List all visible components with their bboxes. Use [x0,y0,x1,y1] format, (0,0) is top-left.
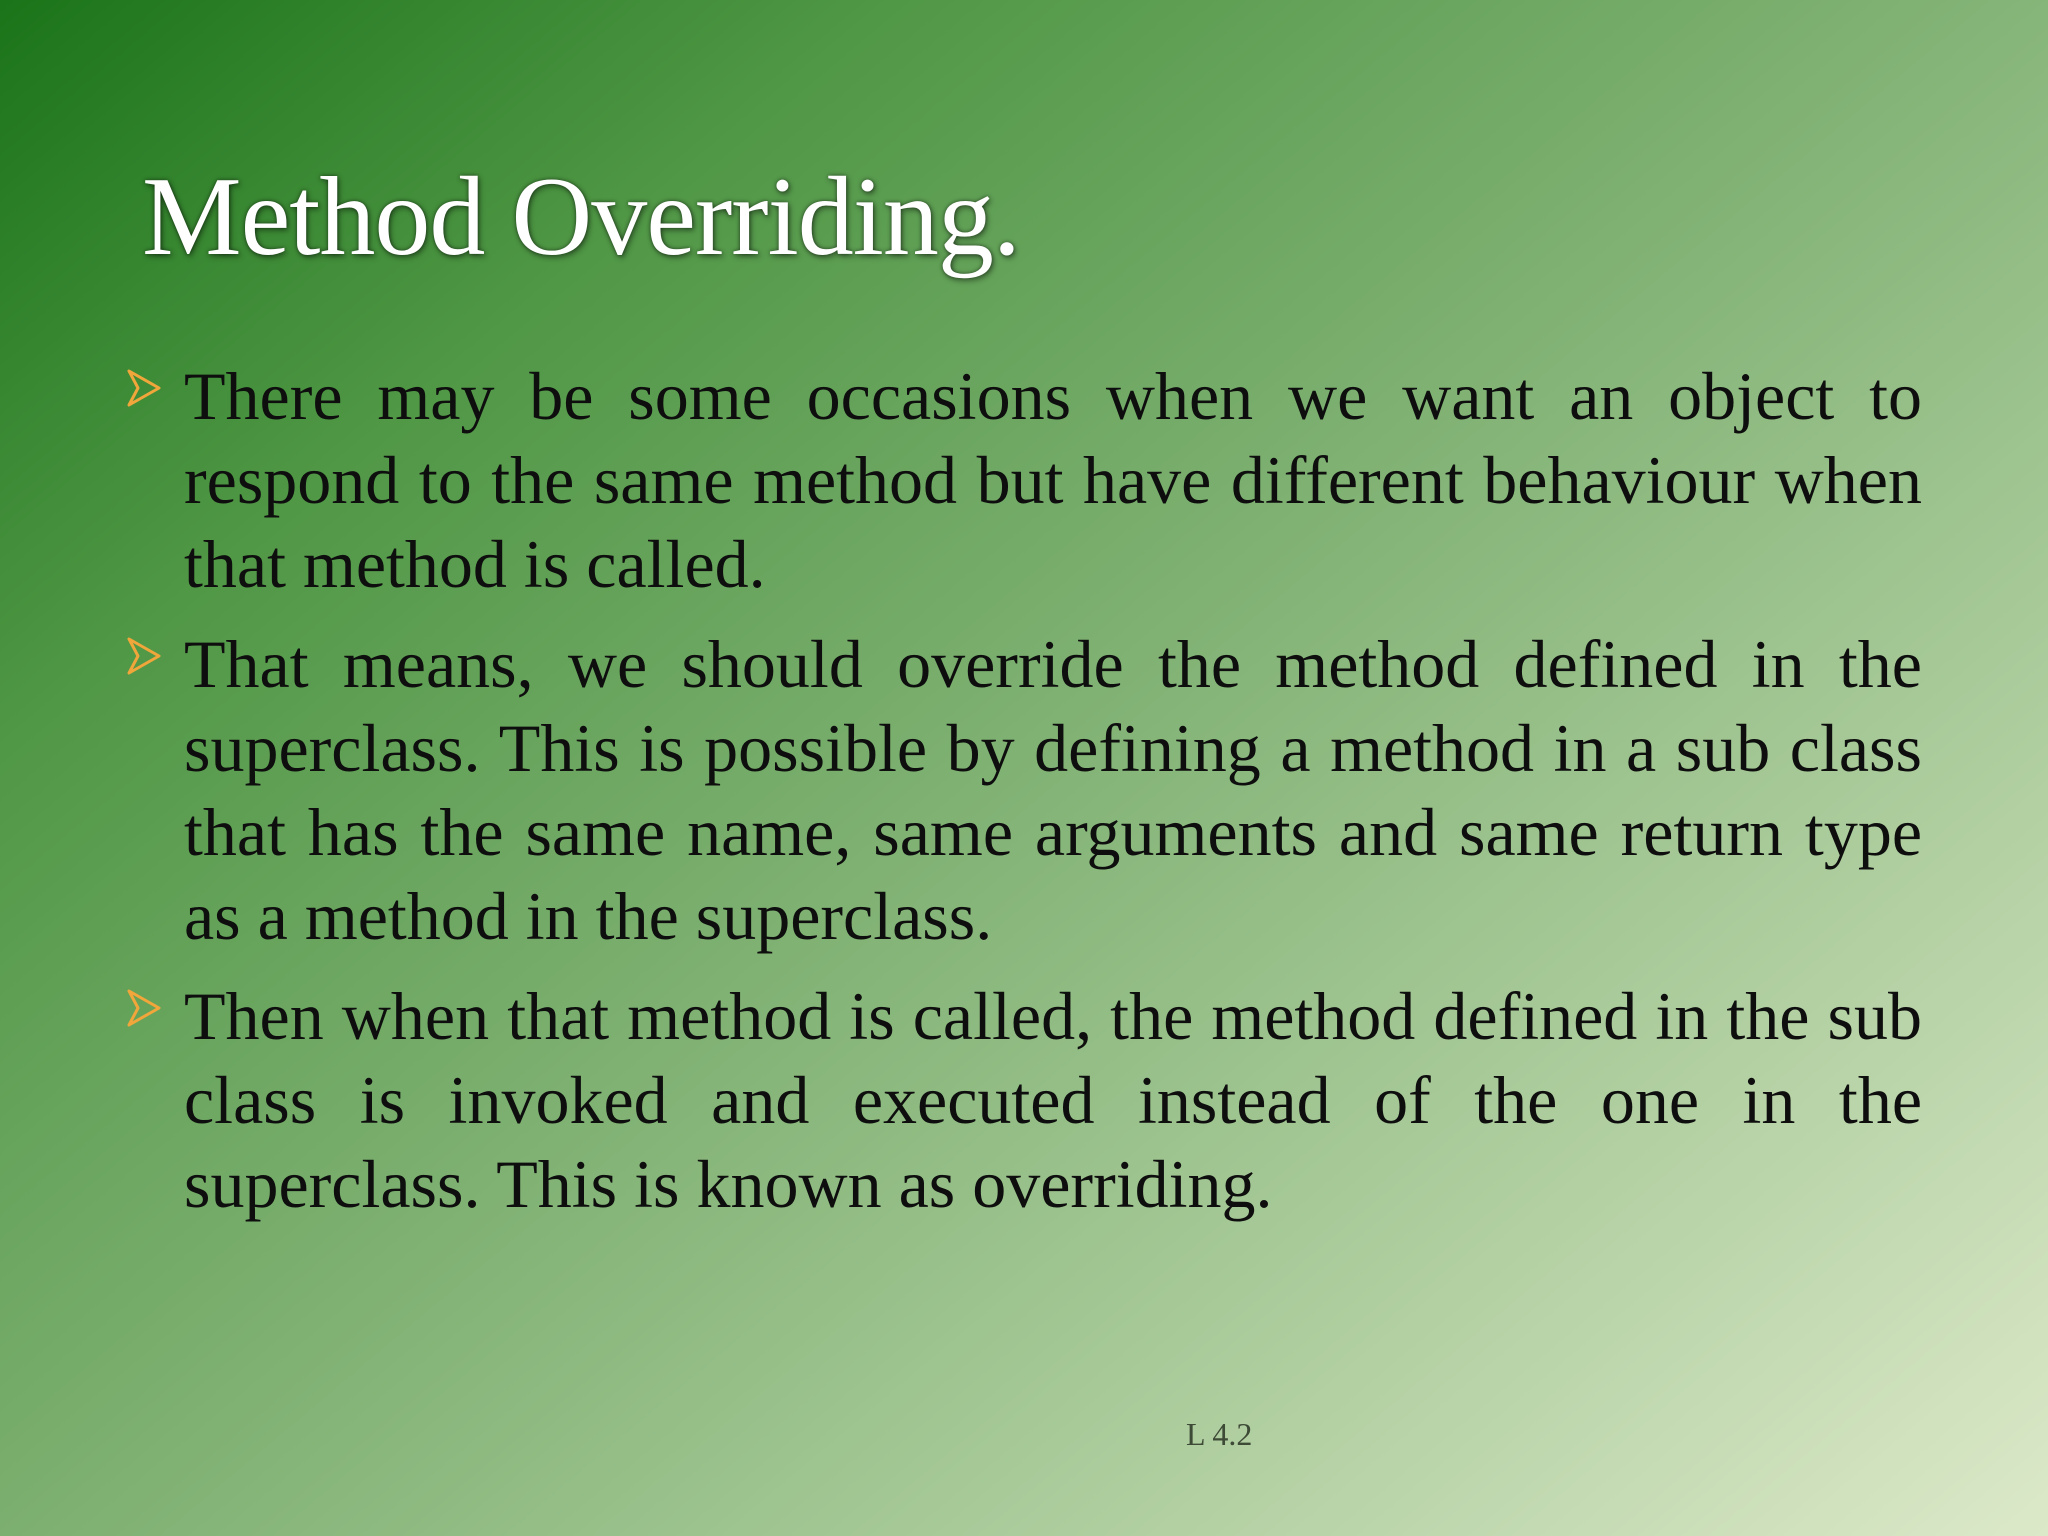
bullet-list [126,354,1922,1242]
arrow-bullet-icon [126,368,162,408]
arrow-bullet-icon [126,636,162,676]
bullet-text: That means, we should override the method defined in the superclass. This is possible by defining a method in a sub class that has the same name, same arguments and same return type as a method in the superclass. [184,626,1922,954]
bullet-item [126,974,1922,1226]
arrow-bullet-icon [126,988,162,1028]
bullet-item [126,354,1922,606]
slide-title: Method Overriding. [142,155,1020,279]
slide-number: L 4.2 [1186,1416,1253,1452]
bullet-item [126,622,1922,958]
bullet-text: There may be some occasions when we want an object to respond to the same method but have different behaviour when that method is called. [184,358,1922,602]
bullet-text: Then when that method is called, the method defined in the sub class is invoked and executed instead of the one in the superclass. This is known as overriding. [184,978,1922,1222]
